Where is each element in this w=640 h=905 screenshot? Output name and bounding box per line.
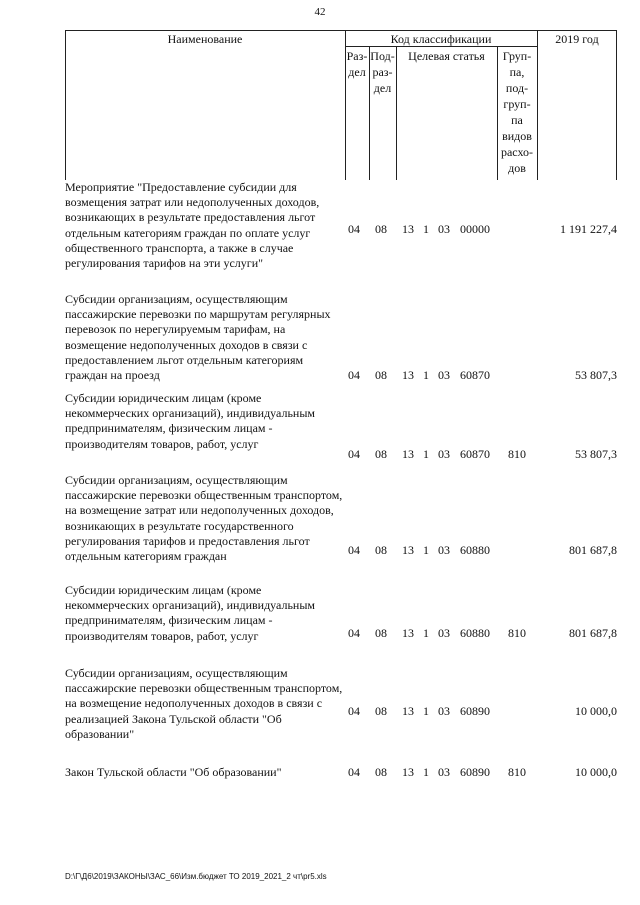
- row-code-razdel: 04: [348, 704, 360, 718]
- row-code-t4: 60870: [460, 447, 490, 461]
- row-code-t4: 60870: [460, 368, 490, 382]
- row-code-razdel: 04: [348, 447, 360, 461]
- row-code-t4: 60890: [460, 765, 490, 779]
- row-code-razdel: 04: [348, 543, 360, 557]
- row-name: Субсидии организациям, осуществляющим пассажирские перевозки по маршрутам регулярных перевозок по нерегулируемым тарифам, на возмещение недополученных доходов в связи с предоставлением льгот отдельным категориям граждан на проезд: [65, 292, 331, 383]
- row-code-t2: 1: [423, 704, 429, 718]
- header-group: Груп- па, под- груп- па видов расхо- дов: [500, 49, 534, 175]
- row-amount: 1 191 227,4: [560, 222, 617, 236]
- row-code-t1: 13: [402, 765, 414, 779]
- header-podrazdel: Под- раз- дел: [370, 49, 395, 95]
- row-code-t3: 03: [438, 368, 450, 382]
- row-code-podrazdel: 08: [375, 765, 387, 779]
- row-amount: 10 000,0: [575, 704, 617, 718]
- row-code-t1: 13: [402, 543, 414, 557]
- row-code-t1: 13: [402, 626, 414, 640]
- row-code-t1: 13: [402, 222, 414, 236]
- row-code-t2: 1: [423, 222, 429, 236]
- row-code-t2: 1: [423, 543, 429, 557]
- row-name: Субсидии организациям, осуществляющим пассажирские перевозки общественным транспортом, на возмещение затрат или недополученных доходов, возникающих в результате государственного регулирования тарифов и предоставления льгот отдельным категориям граждан: [65, 473, 343, 564]
- row-code-t3: 03: [438, 765, 450, 779]
- header-name: Наименование: [167, 32, 243, 46]
- row-code-t1: 13: [402, 447, 414, 461]
- row-code-podrazdel: 08: [375, 222, 387, 236]
- table-header: [65, 30, 617, 180]
- row-code-t2: 1: [423, 765, 429, 779]
- row-name: Закон Тульской области "Об образовании": [65, 765, 282, 779]
- row-code-razdel: 04: [348, 368, 360, 382]
- row-code-podrazdel: 08: [375, 704, 387, 718]
- row-code-t3: 03: [438, 222, 450, 236]
- row-amount: 53 807,3: [575, 368, 617, 382]
- row-amount: 53 807,3: [575, 447, 617, 461]
- row-code-razdel: 04: [348, 765, 360, 779]
- row-code-t2: 1: [423, 368, 429, 382]
- file-path: D:\Г\Д6\2019\ЗАКОНЫ\ЗАС_66\Изм.бюджет ТО 2019_2021_2 чт\pr5.xls: [65, 872, 327, 881]
- row-amount: 10 000,0: [575, 765, 617, 779]
- row-code-t4: 00000: [460, 222, 490, 236]
- row-code-razdel: 04: [348, 626, 360, 640]
- row-code-t2: 1: [423, 447, 429, 461]
- header-classification: Код классификации: [390, 32, 492, 46]
- row-amount: 801 687,8: [569, 543, 617, 557]
- page-number: 42: [314, 6, 326, 18]
- row-code-t4: 60880: [460, 543, 490, 557]
- row-code-t3: 03: [438, 626, 450, 640]
- row-code-vid: 810: [508, 447, 526, 461]
- row-code-vid: 810: [508, 765, 526, 779]
- row-code-razdel: 04: [348, 222, 360, 236]
- row-name: Субсидии юридическим лицам (кроме некоммерческих организаций), индивидуальным предпринимателям, физическим лицам - производителям товаров, работ, услуг: [65, 583, 315, 643]
- row-code-t3: 03: [438, 704, 450, 718]
- row-code-t3: 03: [438, 543, 450, 557]
- row-name: Субсидии организациям, осуществляющим пассажирские перевозки общественным транспортом, на возмещение недополученных доходов в связи с реализацией Закона Тульской области "Об образовании": [65, 666, 343, 741]
- row-name: Мероприятие "Предоставление субсидии для возмещения затрат или недополученных доходов, возникающих в результате предоставления льгот отдельным категориям граждан по оплате услуг общественного транспорта, а также в случае регулирования тарифов на эти услуги": [65, 180, 320, 271]
- row-code-podrazdel: 08: [375, 626, 387, 640]
- header-target: Целевая статья: [408, 49, 485, 63]
- row-code-t1: 13: [402, 704, 414, 718]
- header-razdel: Раз- дел: [346, 49, 368, 79]
- row-code-podrazdel: 08: [375, 447, 387, 461]
- row-code-t3: 03: [438, 447, 450, 461]
- header-year: 2019 год: [555, 32, 599, 46]
- row-amount: 801 687,8: [569, 626, 617, 640]
- row-code-t4: 60880: [460, 626, 490, 640]
- row-code-podrazdel: 08: [375, 368, 387, 382]
- row-name: Субсидии юридическим лицам (кроме некоммерческих организаций), индивидуальным предпринимателям, физическим лицам - производителям товаров, работ, услуг: [65, 391, 315, 451]
- row-code-vid: 810: [508, 626, 526, 640]
- row-code-t1: 13: [402, 368, 414, 382]
- row-code-podrazdel: 08: [375, 543, 387, 557]
- row-code-t4: 60890: [460, 704, 490, 718]
- row-code-t2: 1: [423, 626, 429, 640]
